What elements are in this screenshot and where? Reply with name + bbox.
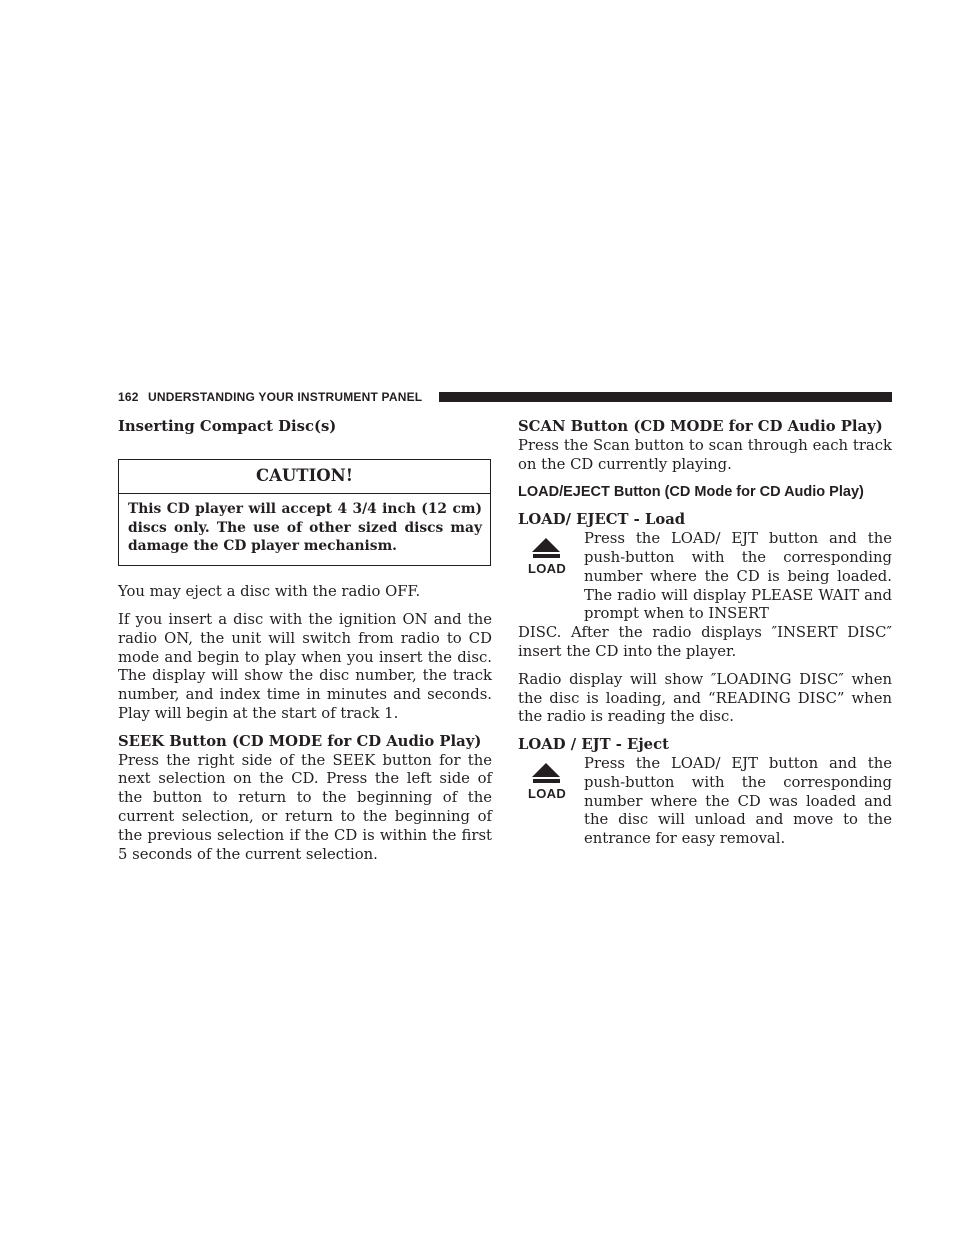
paragraph-insert-disc: If you insert a disc with the ignition ON and the radio ON, the unit will switch from radio to CD mode and begin to play when you insert the disc. The display will show the disc number, the track number, and index time in minutes and seconds. Play will begin at the start of track 1. [118,610,492,722]
caution-box [118,459,491,566]
heading-scan-button: SCAN Button (CD MODE for CD Audio Play) [518,418,883,435]
right-column [518,418,892,849]
paragraph-scan: Press the Scan button to scan through each track on the CD currently playing. [518,436,892,473]
paragraph-eject-radio-off: You may eject a disc with the radio OFF. [118,583,421,601]
eject-icon [526,763,568,807]
caution-text: This CD player will accept 4 3/4 inch (12 cm) discs only. The use of other sized discs may damage the CD player mechanism. [128,500,482,555]
section-title: UNDERSTANDING YOUR INSTRUMENT PANEL [148,390,423,404]
paragraph-radio-display: Radio display will show ″LOADING DISC″ when the disc is loading, and “READING DISC” when the radio is reading the disc. [518,670,892,726]
eject-icon-label: LOAD [527,785,567,801]
paragraph-eject: Press the LOAD/ EJT button and the push-button with the corresponding number where the CD was loaded and the disc will unload and move to the entrance for easy removal. [584,754,892,848]
paragraph-load-continued: DISC. After the radio displays ″INSERT DISC″ insert the CD into the player. [518,624,892,660]
heading-inserting-compact-disc: Inserting Compact Disc(s) [118,418,337,435]
caution-title: CAUTION! [119,460,490,494]
page-number: 162 [118,390,139,404]
eject-icon [526,538,568,582]
page-header [118,390,892,405]
load-section [518,530,892,624]
heading-eject: LOAD / EJT - Eject [518,736,669,754]
header-rule [439,392,892,402]
left-column [118,418,492,864]
load-icon-label: LOAD [527,561,567,577]
eject-section [518,755,892,849]
heading-seek-button: SEEK Button (CD MODE for CD Audio Play) [118,732,482,750]
paragraph-load: Press the LOAD/ EJT button and the push-button with the corresponding number where the CD is being loaded. The radio will display PLEASE WAIT and prompt when to INSERT [584,530,892,623]
paragraph-seek: Press the right side of the SEEK button for the next selection on the CD. Press the left side of the button to return to the beginning of the current selection, or return to the beginning of the previous selection if the CD is within the first 5 seconds of the current selection. [118,751,492,863]
heading-load-eject-button: LOAD/EJECT Button (CD Mode for CD Audio Play) [518,484,864,501]
heading-load: LOAD/ EJECT - Load [518,511,686,529]
